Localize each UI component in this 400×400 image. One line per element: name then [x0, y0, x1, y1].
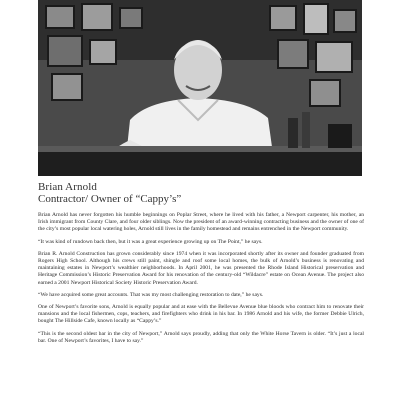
paragraph: One of Newport’s favorite sons, Arnold is equally popular and at ease with the Bellevue Avenue blue bloods who contract him to renovate their mansions and the local fishermen, cops, teachers, and firefighters who drink in his bar. In 1986 Arnold and his wife, the former Debbie Ulrich, bought The Hillside Cafe, known locally as “Cappy’s.” — [38, 304, 364, 325]
portrait-photo — [38, 0, 362, 176]
article-body — [38, 212, 364, 350]
person-title: Contractor/ Owner of “Cappy’s” — [38, 193, 182, 205]
portrait-photo-image — [38, 0, 362, 176]
paragraph: Brian Arnold has never forgotten his humble beginnings on Poplar Street, where he lived with his father, a Newport carpenter, his mother, an Irish immigrant from County Clare, and four older siblings. Now the president of an award-winning contracting business and the owner of one of the city’s most popular local watering holes, Arnold still lives in the family homestead and remains entrenched in the Newport community. — [38, 212, 364, 233]
person-name: Brian Arnold — [38, 181, 97, 193]
paragraph: “It was kind of rundown back then, but it was a great experience growing up on The Point,” he says. — [38, 238, 263, 245]
paragraph: Brian R. Arnold Construction has grown considerably since 1974 when it was incorporated shortly after its owner and founder graduated from Rogers High School. Although his crews still paint, shingle and roof some local homes, the bulk of Arnold’s business is renovating and maintaining estates in Newport’s wealthier neighborhoods. In April 2001, he was presented the Rhode Island Historical preservation and Heritage Commission’s Historic Preservation Award for his renovation of the century-old “Wildacre” estate on Ocean Avenue. The project also earned a 2001 Newport Historical Society Historic Preservation Award. — [38, 250, 364, 286]
paragraph: “This is the second oldest bar in the city of Newport,” Arnold says proudly, adding that only the White Horse Tavern is older. “It’s just a local bar. One of Newport’s favorites, I have to say.” — [38, 330, 364, 344]
paragraph: “We have acquired some great accounts. That was my most challenging restoration to date,” he says. — [38, 291, 264, 298]
